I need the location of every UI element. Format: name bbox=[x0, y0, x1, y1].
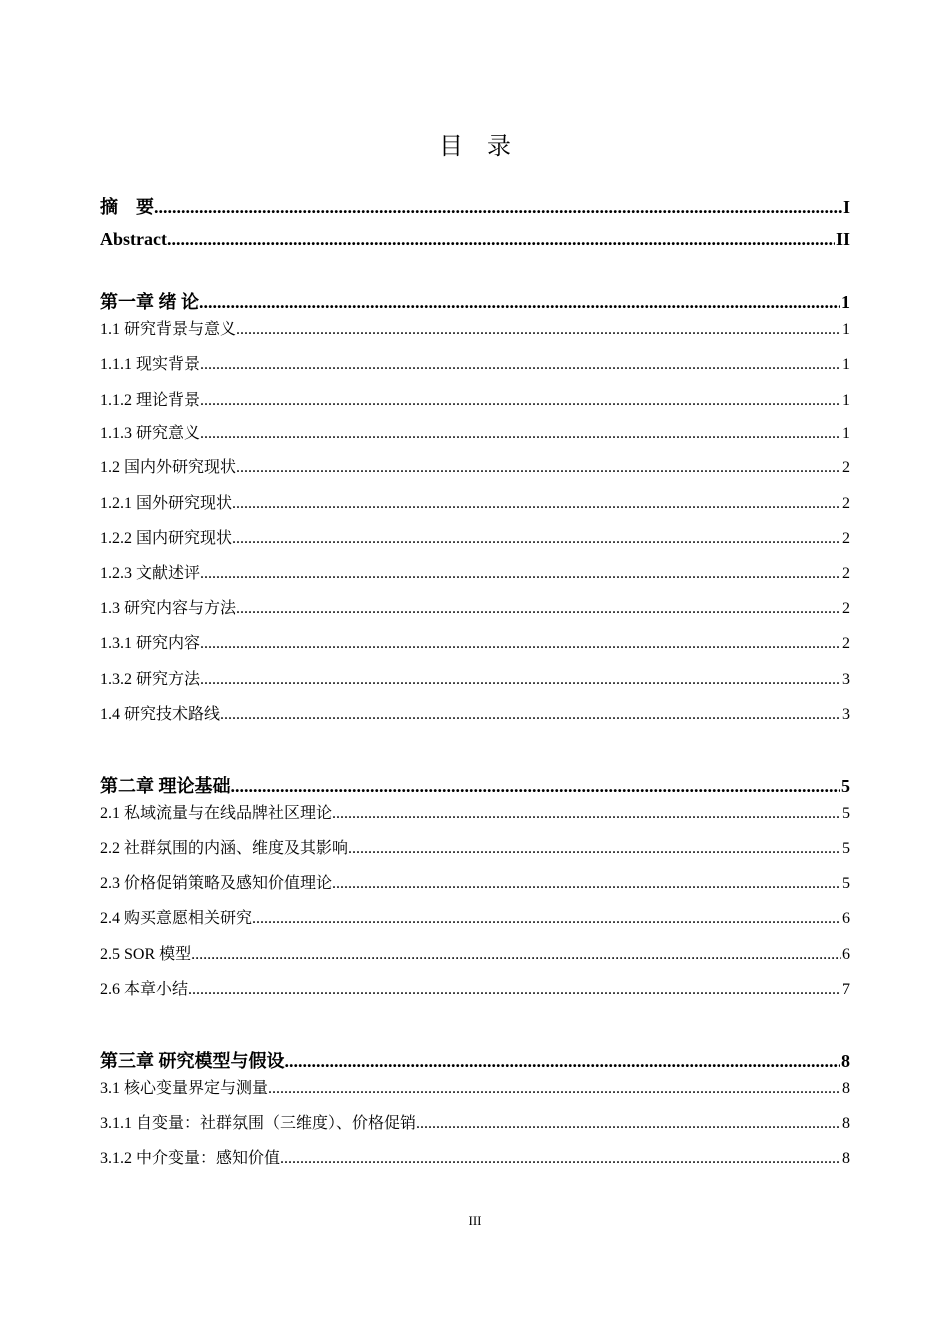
toc-entry-page: 2 bbox=[842, 565, 850, 582]
toc-entry-label: 第三章 研究模型与假设 bbox=[100, 1051, 285, 1071]
toc-entry-page: II bbox=[835, 229, 850, 249]
toc-entry[interactable] bbox=[100, 943, 850, 967]
toc-leader-dots bbox=[236, 456, 841, 480]
page-number: III bbox=[468, 1213, 482, 1228]
toc-entry-page: 7 bbox=[842, 981, 850, 998]
toc-entry-label: 2.6 本章小结 bbox=[100, 981, 189, 998]
toc-entry[interactable] bbox=[100, 907, 850, 931]
toc-entry[interactable] bbox=[100, 837, 850, 861]
toc-entry-label: 2.1 私域流量与在线品牌社区理论 bbox=[100, 805, 333, 822]
toc-leader-dots bbox=[200, 562, 841, 586]
toc-entry-page: 8 bbox=[842, 1080, 850, 1097]
toc-leader-dots bbox=[220, 703, 841, 727]
toc-entry-page: 8 bbox=[842, 1115, 850, 1132]
toc-entry-label: 1.2.1 国外研究现状 bbox=[100, 495, 233, 512]
toc-entry[interactable] bbox=[100, 562, 850, 586]
toc-entry[interactable] bbox=[100, 1077, 850, 1101]
toc-entry-label: 1.2.2 国内研究现状 bbox=[100, 530, 233, 547]
toc-entry-page: I bbox=[842, 197, 850, 217]
toc-leader-dots bbox=[188, 978, 841, 1002]
toc-entry-label: 1.1 研究背景与意义 bbox=[100, 321, 237, 338]
toc-entry[interactable] bbox=[100, 703, 850, 727]
toc-entry-page: 5 bbox=[841, 776, 850, 796]
toc-entry[interactable] bbox=[100, 1147, 850, 1171]
toc-entry[interactable] bbox=[100, 456, 850, 480]
toc-entry-page: 2 bbox=[842, 635, 850, 652]
toc-leader-dots bbox=[348, 837, 841, 861]
toc-entry-label: 1.2.3 文献述评 bbox=[100, 565, 201, 582]
toc-entry-label: 1.1.2 理论背景 bbox=[100, 392, 201, 409]
toc-entry-page: 2 bbox=[842, 495, 850, 512]
toc-entry[interactable] bbox=[100, 1049, 850, 1073]
toc-entry-page: 1 bbox=[842, 321, 850, 338]
toc-entry-label: 1.3 研究内容与方法 bbox=[100, 600, 237, 617]
toc-leader-dots bbox=[252, 907, 841, 931]
toc-entry-label: 摘 要 bbox=[100, 197, 154, 217]
toc-entry-page: 6 bbox=[842, 946, 850, 963]
toc-entry[interactable] bbox=[100, 422, 850, 446]
toc-leader-dots bbox=[200, 353, 841, 377]
toc-leader-dots bbox=[268, 1077, 841, 1101]
toc-entry-label: 第一章 绪 论 bbox=[100, 292, 199, 312]
toc-entry[interactable] bbox=[100, 227, 850, 251]
toc-leader-dots bbox=[280, 1147, 841, 1171]
toc-entry-page: 3 bbox=[842, 671, 850, 688]
toc-entry[interactable] bbox=[100, 389, 850, 413]
toc-entry-label: 2.5 SOR 模型 bbox=[100, 946, 192, 963]
toc-entry-page: 1 bbox=[842, 356, 850, 373]
toc-leader-dots bbox=[200, 632, 841, 656]
toc-entry[interactable] bbox=[100, 527, 850, 551]
toc-entry-page: 5 bbox=[842, 875, 850, 892]
toc-entry-page: 2 bbox=[842, 459, 850, 476]
toc-entry-page: 5 bbox=[842, 840, 850, 857]
toc-entry-page: 8 bbox=[842, 1150, 850, 1167]
toc-entry-page: 1 bbox=[842, 392, 850, 409]
toc-leader-dots bbox=[232, 527, 841, 551]
toc-leader-dots bbox=[332, 872, 841, 896]
toc-entry[interactable] bbox=[100, 668, 850, 692]
toc-leader-dots bbox=[200, 422, 841, 446]
toc-entry-page: 2 bbox=[842, 530, 850, 547]
toc-entry-label: 1.3.1 研究内容 bbox=[100, 635, 201, 652]
toc-leader-dots bbox=[231, 774, 841, 798]
toc-entry-page: 3 bbox=[842, 706, 850, 723]
toc-entry-page: 1 bbox=[841, 292, 850, 312]
toc-entry-label: Abstract bbox=[100, 229, 167, 249]
toc-entry[interactable] bbox=[100, 978, 850, 1002]
toc-entry[interactable] bbox=[100, 492, 850, 516]
toc-leader-dots bbox=[191, 943, 841, 967]
toc-entry-page: 2 bbox=[842, 600, 850, 617]
toc-leader-dots bbox=[416, 1112, 841, 1136]
toc-entry[interactable] bbox=[100, 353, 850, 377]
toc-leader-dots bbox=[285, 1049, 841, 1073]
toc-entry-label: 2.2 社群氛围的内涵、维度及其影响 bbox=[100, 840, 349, 857]
toc-entry-label: 3.1 核心变量界定与测量 bbox=[100, 1080, 269, 1097]
toc-leader-dots bbox=[236, 318, 841, 342]
toc-entry-label: 2.4 购买意愿相关研究 bbox=[100, 910, 253, 927]
toc-leader-dots bbox=[236, 597, 841, 621]
toc-entry[interactable] bbox=[100, 872, 850, 896]
toc-entry[interactable] bbox=[100, 774, 850, 798]
toc-entry[interactable] bbox=[100, 597, 850, 621]
toc-entry[interactable] bbox=[100, 802, 850, 826]
page-title: 目 录 bbox=[439, 134, 511, 160]
toc-leader-dots bbox=[167, 227, 835, 251]
toc-entry-label: 1.4 研究技术路线 bbox=[100, 706, 221, 723]
toc-leader-dots bbox=[199, 290, 840, 314]
toc-entry-label: 1.1.1 现实背景 bbox=[100, 356, 201, 373]
toc-entry[interactable] bbox=[100, 318, 850, 342]
toc-entry[interactable] bbox=[100, 195, 850, 219]
toc-entry-page: 1 bbox=[842, 425, 850, 442]
toc-entry-label: 1.3.2 研究方法 bbox=[100, 671, 201, 688]
toc-entry-label: 1.1.3 研究意义 bbox=[100, 425, 201, 442]
toc-entry-label: 第二章 理论基础 bbox=[100, 776, 231, 796]
toc-leader-dots bbox=[200, 668, 841, 692]
toc-leader-dots bbox=[154, 195, 842, 219]
toc-leader-dots bbox=[200, 389, 841, 413]
toc-leader-dots bbox=[332, 802, 841, 826]
toc-entry-page: 8 bbox=[841, 1051, 850, 1071]
toc-entry[interactable] bbox=[100, 290, 850, 314]
toc-entry-page: 5 bbox=[842, 805, 850, 822]
toc-leader-dots bbox=[232, 492, 841, 516]
toc-entry[interactable] bbox=[100, 632, 850, 656]
toc-entry-page: 6 bbox=[842, 910, 850, 927]
toc-entry[interactable] bbox=[100, 1112, 850, 1136]
toc-entry-label: 3.1.2 中介变量：感知价值 bbox=[100, 1150, 281, 1167]
toc-entry-label: 3.1.1 自变量：社群氛围（三维度）、价格促销 bbox=[100, 1115, 417, 1132]
toc-entry-label: 1.2 国内外研究现状 bbox=[100, 459, 237, 476]
toc-entry-label: 2.3 价格促销策略及感知价值理论 bbox=[100, 875, 333, 892]
